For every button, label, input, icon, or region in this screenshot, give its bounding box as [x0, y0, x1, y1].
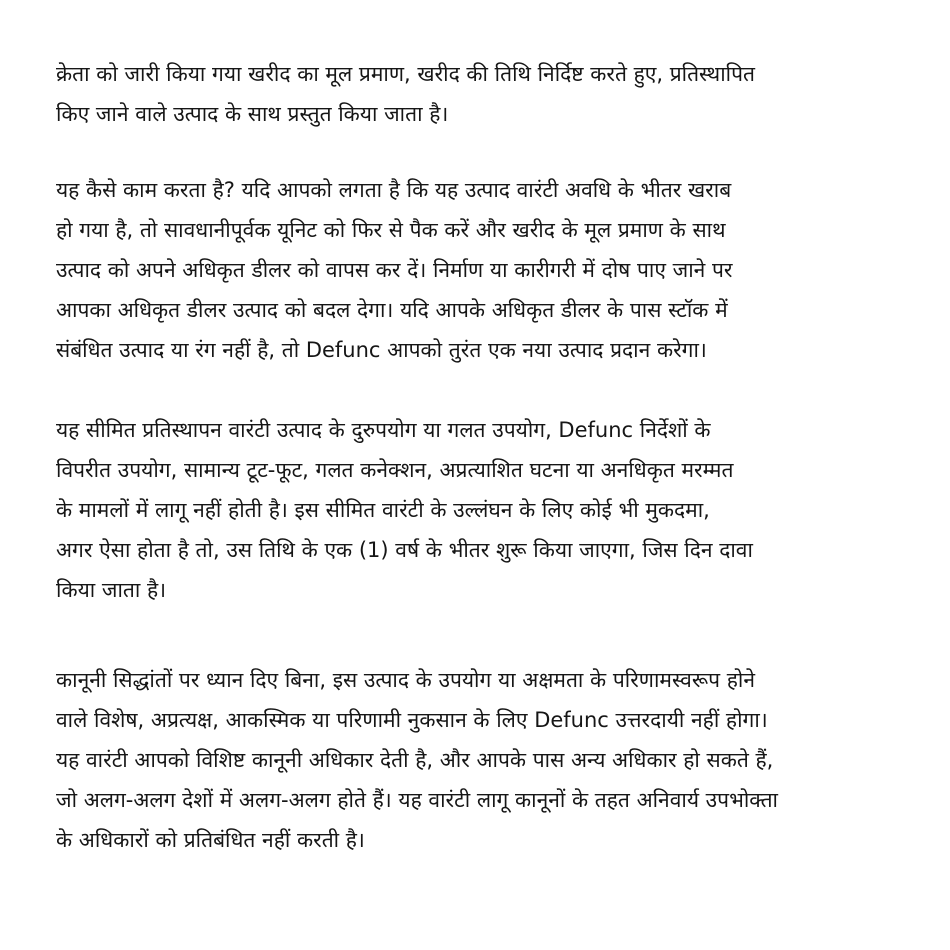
- text-line: किया जाता है।: [56, 578, 167, 602]
- text-line: कानूनी सिद्धांतों पर ध्यान दिए बिना, इस उत्पाद के उपयोग या अक्षमता के परिणामस्वरूप होने: [56, 668, 755, 692]
- text-line: हो गया है, तो सावधानीपूर्वक यूनिट को फिर से पैक करें और खरीद के मूल प्रमाण के साथ: [56, 218, 726, 242]
- text-line: के मामलों में लागू नहीं होती है। इस सीमित वारंटी के उल्लंघन के लिए कोई भी मुकदमा,: [56, 498, 710, 522]
- text-line: किए जाने वाले उत्पाद के साथ प्रस्तुत किया जाता है।: [56, 102, 449, 126]
- text-line: क्रेता को जारी किया गया खरीद का मूल प्रमाण, खरीद की तिथि निर्दिष्ट करते हुए, प्रतिस्थापित: [56, 62, 755, 86]
- text-line: के अधिकारों को प्रतिबंधित नहीं करती है।: [56, 828, 365, 852]
- text-line: संबंधित उत्पाद या रंग नहीं है, तो Defunc आपको तुरंत एक नया उत्पाद प्रदान करेगा।: [56, 338, 707, 362]
- text-line: यह सीमित प्रतिस्थापन वारंटी उत्पाद के दुरुपयोग या गलत उपयोग, Defunc निर्देशों के: [56, 418, 711, 442]
- text-line: विपरीत उपयोग, सामान्य टूट-फूट, गलत कनेक्शन, अप्रत्याशित घटना या अनधिकृत मरम्मत: [56, 458, 734, 482]
- text-line: आपका अधिकृत डीलर उत्पाद को बदल देगा। यदि आपके अधिकृत डीलर के पास स्टॉक में: [56, 298, 728, 322]
- paragraph-limitations: [56, 410, 753, 610]
- paragraph-how-it-works: [56, 170, 733, 370]
- text-line: वाले विशेष, अप्रत्यक्ष, आकस्मिक या परिणामी नुकसान के लिए Defunc उत्तरदायी नहीं होगा।: [56, 708, 768, 732]
- paragraph-liability: [56, 660, 778, 860]
- text-line: यह वारंटी आपको विशिष्ट कानूनी अधिकार देती है, और आपके पास अन्य अधिकार हो सकते हैं,: [56, 748, 774, 772]
- paragraph-proof-of-purchase: [56, 54, 755, 134]
- text-line: यह कैसे काम करता है? यदि आपको लगता है कि यह उत्पाद वारंटी अवधि के भीतर खराब: [56, 178, 732, 202]
- text-line: अगर ऐसा होता है तो, उस तिथि के एक (1) वर्ष के भीतर शुरू किया जाएगा, जिस दिन दावा: [56, 538, 753, 562]
- text-line: उत्पाद को अपने अधिकृत डीलर को वापस कर दें। निर्माण या कारीगरी में दोष पाए जाने पर: [56, 258, 733, 282]
- text-line: जो अलग-अलग देशों में अलग-अलग होते हैं। यह वारंटी लागू कानूनों के तहत अनिवार्य उपभोक्ता: [56, 788, 778, 812]
